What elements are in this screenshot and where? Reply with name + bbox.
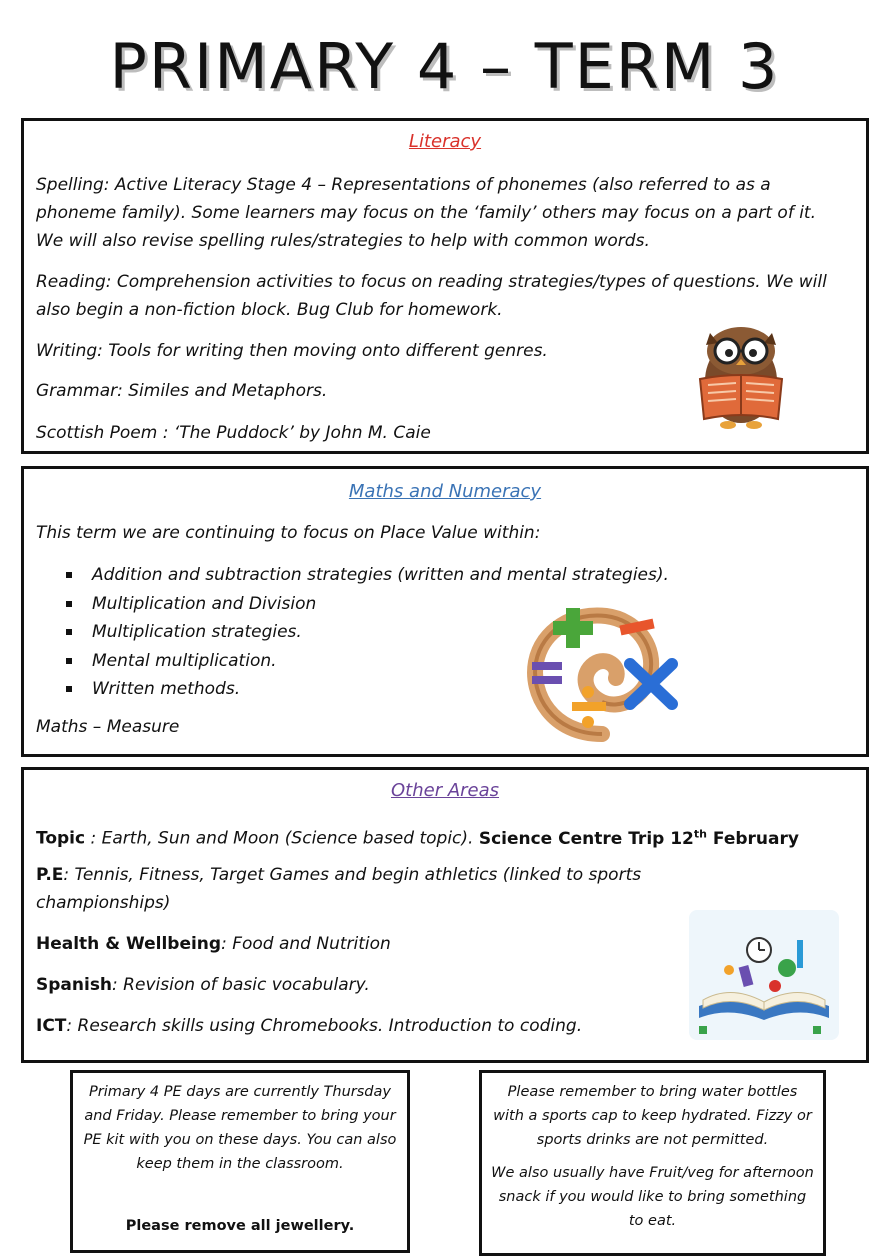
pe-note-jewellery: Please remove all jewellery. <box>125 1218 355 1234</box>
other-pe <box>36 861 706 917</box>
list-item: Multiplication strategies. <box>64 618 669 647</box>
topic-text: : Earth, Sun and Moon (Science based topic). <box>85 828 479 849</box>
health-text: : Food and Nutrition <box>221 934 391 954</box>
math-symbols-icon <box>522 594 682 744</box>
literacy-reading: Reading: Comprehension activities to focus on reading strategies/types of questions. We will also begin a non-fiction block. Bug Club for homework. <box>36 272 827 320</box>
open-book-icon <box>689 910 839 1040</box>
pe-label: P.E <box>36 865 64 885</box>
maths-heading: Maths and Numeracy <box>348 481 542 502</box>
list-item: Addition and subtraction strategies (written and mental strategies). <box>64 561 669 590</box>
spanish-text: : Revision of basic vocabulary. <box>112 975 370 995</box>
water-note-text: Please remember to bring water bottles with a sports cap to keep hydrated. Fizzy or sports drinks are not permitted. <box>493 1084 812 1148</box>
maths-section <box>21 466 869 757</box>
pe-text: : Tennis, Fitness, Target Games and begin athletics (linked to sports championships) <box>36 865 642 913</box>
list-item: Mental multiplication. <box>64 647 669 676</box>
topic-trip: Science Centre Trip 12th February <box>478 827 799 849</box>
ict-text: : Research skills using Chromebooks. Introduction to coding. <box>66 1016 583 1036</box>
other-topic <box>36 820 848 853</box>
other-heading: Other Areas <box>390 780 500 801</box>
owl-reading-icon <box>686 321 796 431</box>
literacy-writing: Writing: Tools for writing then moving onto different genres. <box>36 341 548 361</box>
health-label: Health & Wellbeing <box>36 934 222 954</box>
pe-days-note <box>70 1070 410 1253</box>
maths-intro: This term we are continuing to focus on Place Value within: <box>36 523 541 543</box>
spanish-label: Spanish <box>36 975 113 995</box>
ict-label: ICT <box>36 1016 67 1036</box>
list-item: Multiplication and Division <box>64 590 669 619</box>
literacy-grammar: Grammar: Similes and Metaphors. <box>36 381 328 401</box>
page-title: PRIMARY 4 – TERM 3 <box>109 30 780 103</box>
literacy-poem: Scottish Poem : ‘The Puddock’ by John M. Caie <box>36 423 431 443</box>
water-bottles-note <box>479 1070 826 1256</box>
list-item: Written methods. <box>64 675 669 704</box>
literacy-spelling: Spelling: Active Literacy Stage 4 – Representations of phonemes (also referred to as a phoneme family). Some learners may focus on the ‘family’ others may focus on a part of it. We will also revise spelling rules/strategies to help with common words. <box>36 175 816 251</box>
snack-note-text: We also usually have Fruit/veg for afternoon snack if you would like to bring something to eat. <box>491 1165 814 1229</box>
other-areas-section <box>21 767 869 1063</box>
pe-note-text: Primary 4 PE days are currently Thursday and Friday. Please remember to bring your PE kit with you on these days. You can also keep them in the classroom. <box>83 1084 397 1172</box>
literacy-heading: Literacy <box>408 131 482 152</box>
literacy-section <box>21 118 869 454</box>
topic-label: Topic <box>36 828 86 849</box>
maths-measure: Maths – Measure <box>36 717 180 737</box>
